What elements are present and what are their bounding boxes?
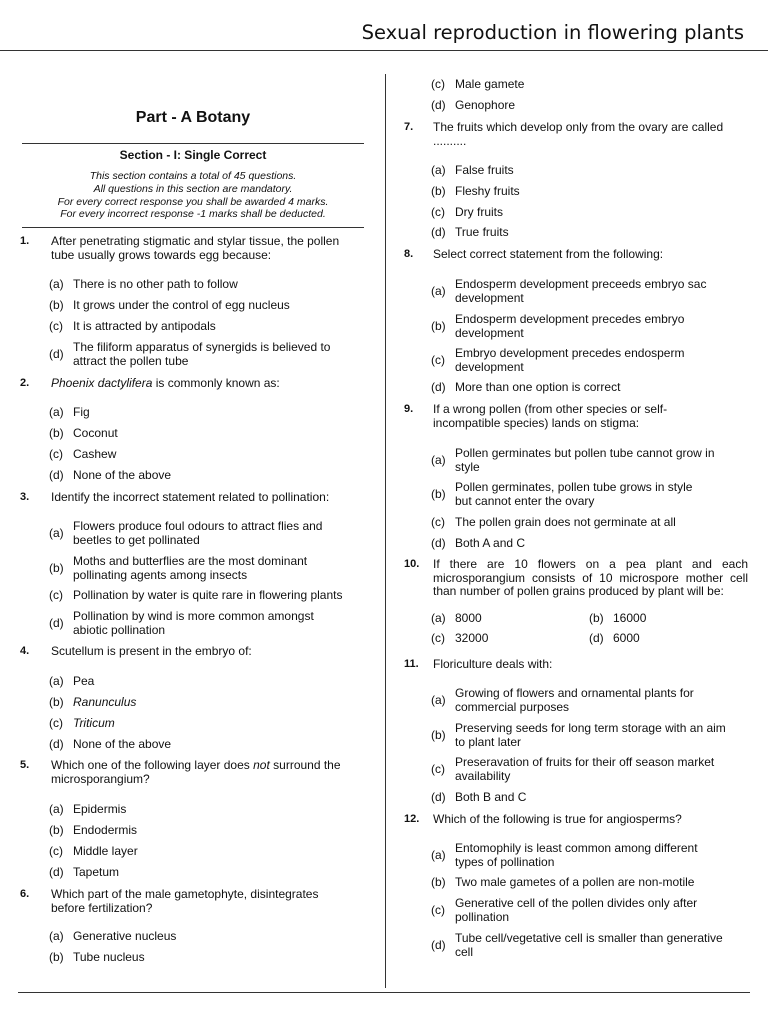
option-text: Epidermis [73,802,127,816]
option-text-line: cell [455,944,474,959]
option-text-line: Growing of flowers and ornamental plants for [455,686,694,700]
species-name: Phoenix dactylifera [51,376,153,390]
option-text: 6000 [613,631,640,645]
option-text: None of the above [73,737,172,751]
option-label: (d) [49,616,64,630]
option-text: Tube nucleus [73,950,145,964]
option-text-line: availability [455,768,511,783]
option-text: 32000 [455,631,489,645]
option-label: (a) [431,284,446,298]
question-stem [433,403,667,430]
option-text [455,897,697,924]
option-text: It is attracted by antipodals [73,319,216,333]
question-stem [51,759,341,786]
option-label: (c) [431,762,445,776]
option-text-line: Tube cell/vegetative cell is smaller than generative [455,931,723,945]
option-text: Both B and C [455,790,527,804]
column-divider [385,74,386,988]
option-label: (c) [49,319,63,333]
question-number: 5. [20,759,30,771]
question-number: 3. [20,491,30,503]
option-text-line: to plant later [455,734,522,749]
option-text-line: development [455,359,524,374]
part-title: Part - A Botany [135,109,251,126]
option-label: (b) [431,319,446,333]
option-text: 16000 [613,611,647,625]
question-stem: Floriculture deals with: [433,657,553,671]
question-number: 9. [404,403,414,415]
option-label: (a) [49,526,64,540]
option-text: The pollen grain does not germinate at all [455,515,676,529]
question-number: 12. [404,813,420,825]
option-text: Both A and C [455,536,526,550]
option-label: (a) [49,802,64,816]
option-text: Tapetum [73,865,120,879]
option-text: Triticum [73,716,115,730]
question-stem [433,558,748,599]
option-text-line: types of pollination [455,854,555,869]
question-number: 4. [20,645,30,657]
stem-line: After penetrating stigmatic and stylar tissue, the pollen [51,234,340,248]
option-text-line: development [455,325,524,340]
option-label: (b) [49,950,64,964]
option-label: (d) [431,98,446,112]
option-text [455,481,692,508]
option-text [455,722,726,749]
option-label: (a) [431,453,446,467]
page-header-title: Sexual reproduction in flowering plants [361,21,744,44]
option-label: (b) [431,728,446,742]
option-text-line: attract the pollen tube [73,353,189,368]
option-text-line: Preseravation of fruits for their off season market [455,755,715,769]
option-label: (c) [49,716,63,730]
option-label: (d) [589,631,604,645]
option-label: (d) [431,790,446,804]
option-text: Genophore [455,98,516,112]
stem-emphasis: not [253,758,270,772]
stem-line: If a wrong pollen (from other species or self- [433,402,668,416]
option-text-line: commercial purposes [455,699,570,714]
header-rule [0,50,768,51]
question-stem: Identify the incorrect statement related to pollination: [51,490,330,504]
instruction-line: For every correct response you shall be awarded 4 marks. [57,195,329,208]
question-stem: Select correct statement from the following: [433,247,664,261]
section-rule-bottom [22,227,364,228]
option-label: (d) [49,737,64,751]
option-label: (d) [49,865,64,879]
question-number: 2. [20,377,30,389]
stem-line: incompatible species) lands on stigma: [433,415,640,430]
question-number: 7. [404,121,414,133]
option-label: (d) [49,347,64,361]
option-text: Pea [73,674,95,688]
option-text-line: but cannot enter the ovary [455,493,595,508]
option-text: 8000 [455,611,482,625]
option-text: None of the above [73,468,172,482]
option-label: (b) [49,695,64,709]
option-text-line: pollinating agents among insects [73,567,248,582]
option-text-line: Pollen germinates, pollen tube grows in style [455,480,693,494]
option-text-line: Entomophily is least common among different [455,841,698,855]
option-text-line: abiotic pollination [73,622,166,637]
option-text-line: Preserving seeds for long term storage with an aim [455,721,726,735]
option-label: (c) [49,588,63,602]
option-label: (a) [49,674,64,688]
option-text [455,842,698,869]
option-text-line: Embryo development precedes endosperm [455,346,685,360]
option-label: (b) [49,561,64,575]
stem-line: tube usually grows towards egg because: [51,247,272,262]
stem-line: before fertilization? [51,900,153,915]
option-text: Ranunculus [73,695,137,709]
option-text [73,341,330,368]
question-stem: Scutellum is present in the embryo of: [51,644,252,658]
option-label: (d) [431,536,446,550]
option-text: Two male gametes of a pollen are non-motile [455,875,695,889]
option-text: Pollination by water is quite rare in flowering plants [73,588,343,602]
option-label: (d) [431,380,446,394]
option-label: (a) [431,848,446,862]
option-text [73,555,307,582]
option-label: (b) [49,298,64,312]
option-text: Coconut [73,426,118,440]
option-text-line: beetles to get pollinated [73,532,200,547]
option-text-line: Moths and butterflies are the most dominant [73,554,308,568]
section-instructions [22,170,364,221]
question-number: 6. [20,888,30,900]
option-label: (b) [49,426,64,440]
option-text-line: development [455,290,524,305]
option-text [455,347,684,374]
option-label: (b) [431,875,446,889]
section-rule-top [22,143,364,144]
option-text-line: Endosperm development preceeds embryo sac [455,277,707,291]
question-number: 1. [20,235,30,247]
option-text: True fruits [455,225,509,239]
instruction-line: This section contains a total of 45 questions. [89,170,297,182]
option-label: (b) [49,823,64,837]
option-text: Cashew [73,447,117,461]
stem-line: microsporangium consists of 10 microspore mother cell [433,570,748,585]
section-title: Section - I: Single Correct [119,148,267,162]
option-label: (d) [431,938,446,952]
footer-rule [18,992,750,993]
option-text-line: Endosperm development precedes embryo [455,312,685,326]
option-label: (a) [431,611,446,625]
option-text-line: The filiform apparatus of synergids is believed to [73,340,331,354]
option-label: (d) [431,225,446,239]
option-text-line: style [455,459,480,474]
option-label: (c) [49,844,63,858]
option-text [455,756,714,783]
option-label: (c) [431,515,445,529]
stem-line: The fruits which develop only from the ovary are called [433,120,724,134]
option-text-line: Pollination by wind is more common amongst [73,609,314,623]
option-text [455,932,723,959]
option-text: Endodermis [73,823,138,837]
option-label: (a) [49,929,64,943]
stem-text: is commonly known as: [152,376,280,390]
option-text: More than one option is correct [455,380,621,394]
option-text [455,447,715,474]
option-text: Dry fruits [455,205,503,219]
question-stem [51,377,280,391]
option-text: There is no other path to follow [73,277,238,291]
option-label: (c) [431,353,445,367]
stem-line [51,759,341,773]
question-stem [433,121,723,148]
stem-line: If there are 10 flowers on a pea plant and each [433,557,748,571]
option-text: Middle layer [73,844,138,858]
option-text [73,520,322,547]
question-stem [51,888,318,915]
option-text: Generative nucleus [73,929,177,943]
option-text-line: Generative cell of the pollen divides only after [455,896,698,910]
instruction-line: All questions in this section are mandatory. [93,182,293,195]
option-label: (c) [431,631,445,645]
option-label: (b) [589,611,604,625]
option-label: (d) [49,468,64,482]
instruction-line: For every incorrect response -1 marks shall be deducted. [60,208,326,221]
stem-text: Which one of the following layer does [51,758,254,772]
option-label: (a) [431,693,446,707]
option-text [455,687,694,714]
option-label: (c) [49,447,63,461]
option-label: (a) [431,163,446,177]
option-text-line: pollination [455,909,510,924]
question-number: 8. [404,248,414,260]
option-label: (b) [431,184,446,198]
option-text: It grows under the control of egg nucleus [73,298,290,312]
option-text [455,313,684,340]
option-label: (c) [431,77,445,91]
option-text: False fruits [455,163,514,177]
option-label: (c) [431,903,445,917]
option-text: Fig [73,405,90,419]
stem-line: microsporangium? [51,771,150,786]
question-stem [51,235,339,262]
option-label: (c) [431,205,445,219]
question-number: 10. [404,558,420,570]
option-label: (b) [431,487,446,501]
option-text [455,278,706,305]
option-label: (a) [49,277,64,291]
question-number: 11. [404,658,419,670]
option-text: Fleshy fruits [455,184,520,198]
option-text-line: Flowers produce foul odours to attract flies and [73,519,323,533]
stem-line: Which part of the male gametophyte, disintegrates [51,887,319,901]
stem-line: than number of pollen grains produced by plant will be: [433,584,724,598]
question-stem: Which of the following is true for angiosperms? [433,812,682,826]
stem-line: .......... [433,133,467,148]
option-text: Male gamete [455,77,525,91]
option-text-line: Pollen germinates but pollen tube cannot grow in [455,446,715,460]
option-label: (a) [49,405,64,419]
stem-text: surround the [269,758,341,772]
option-text [73,610,314,637]
